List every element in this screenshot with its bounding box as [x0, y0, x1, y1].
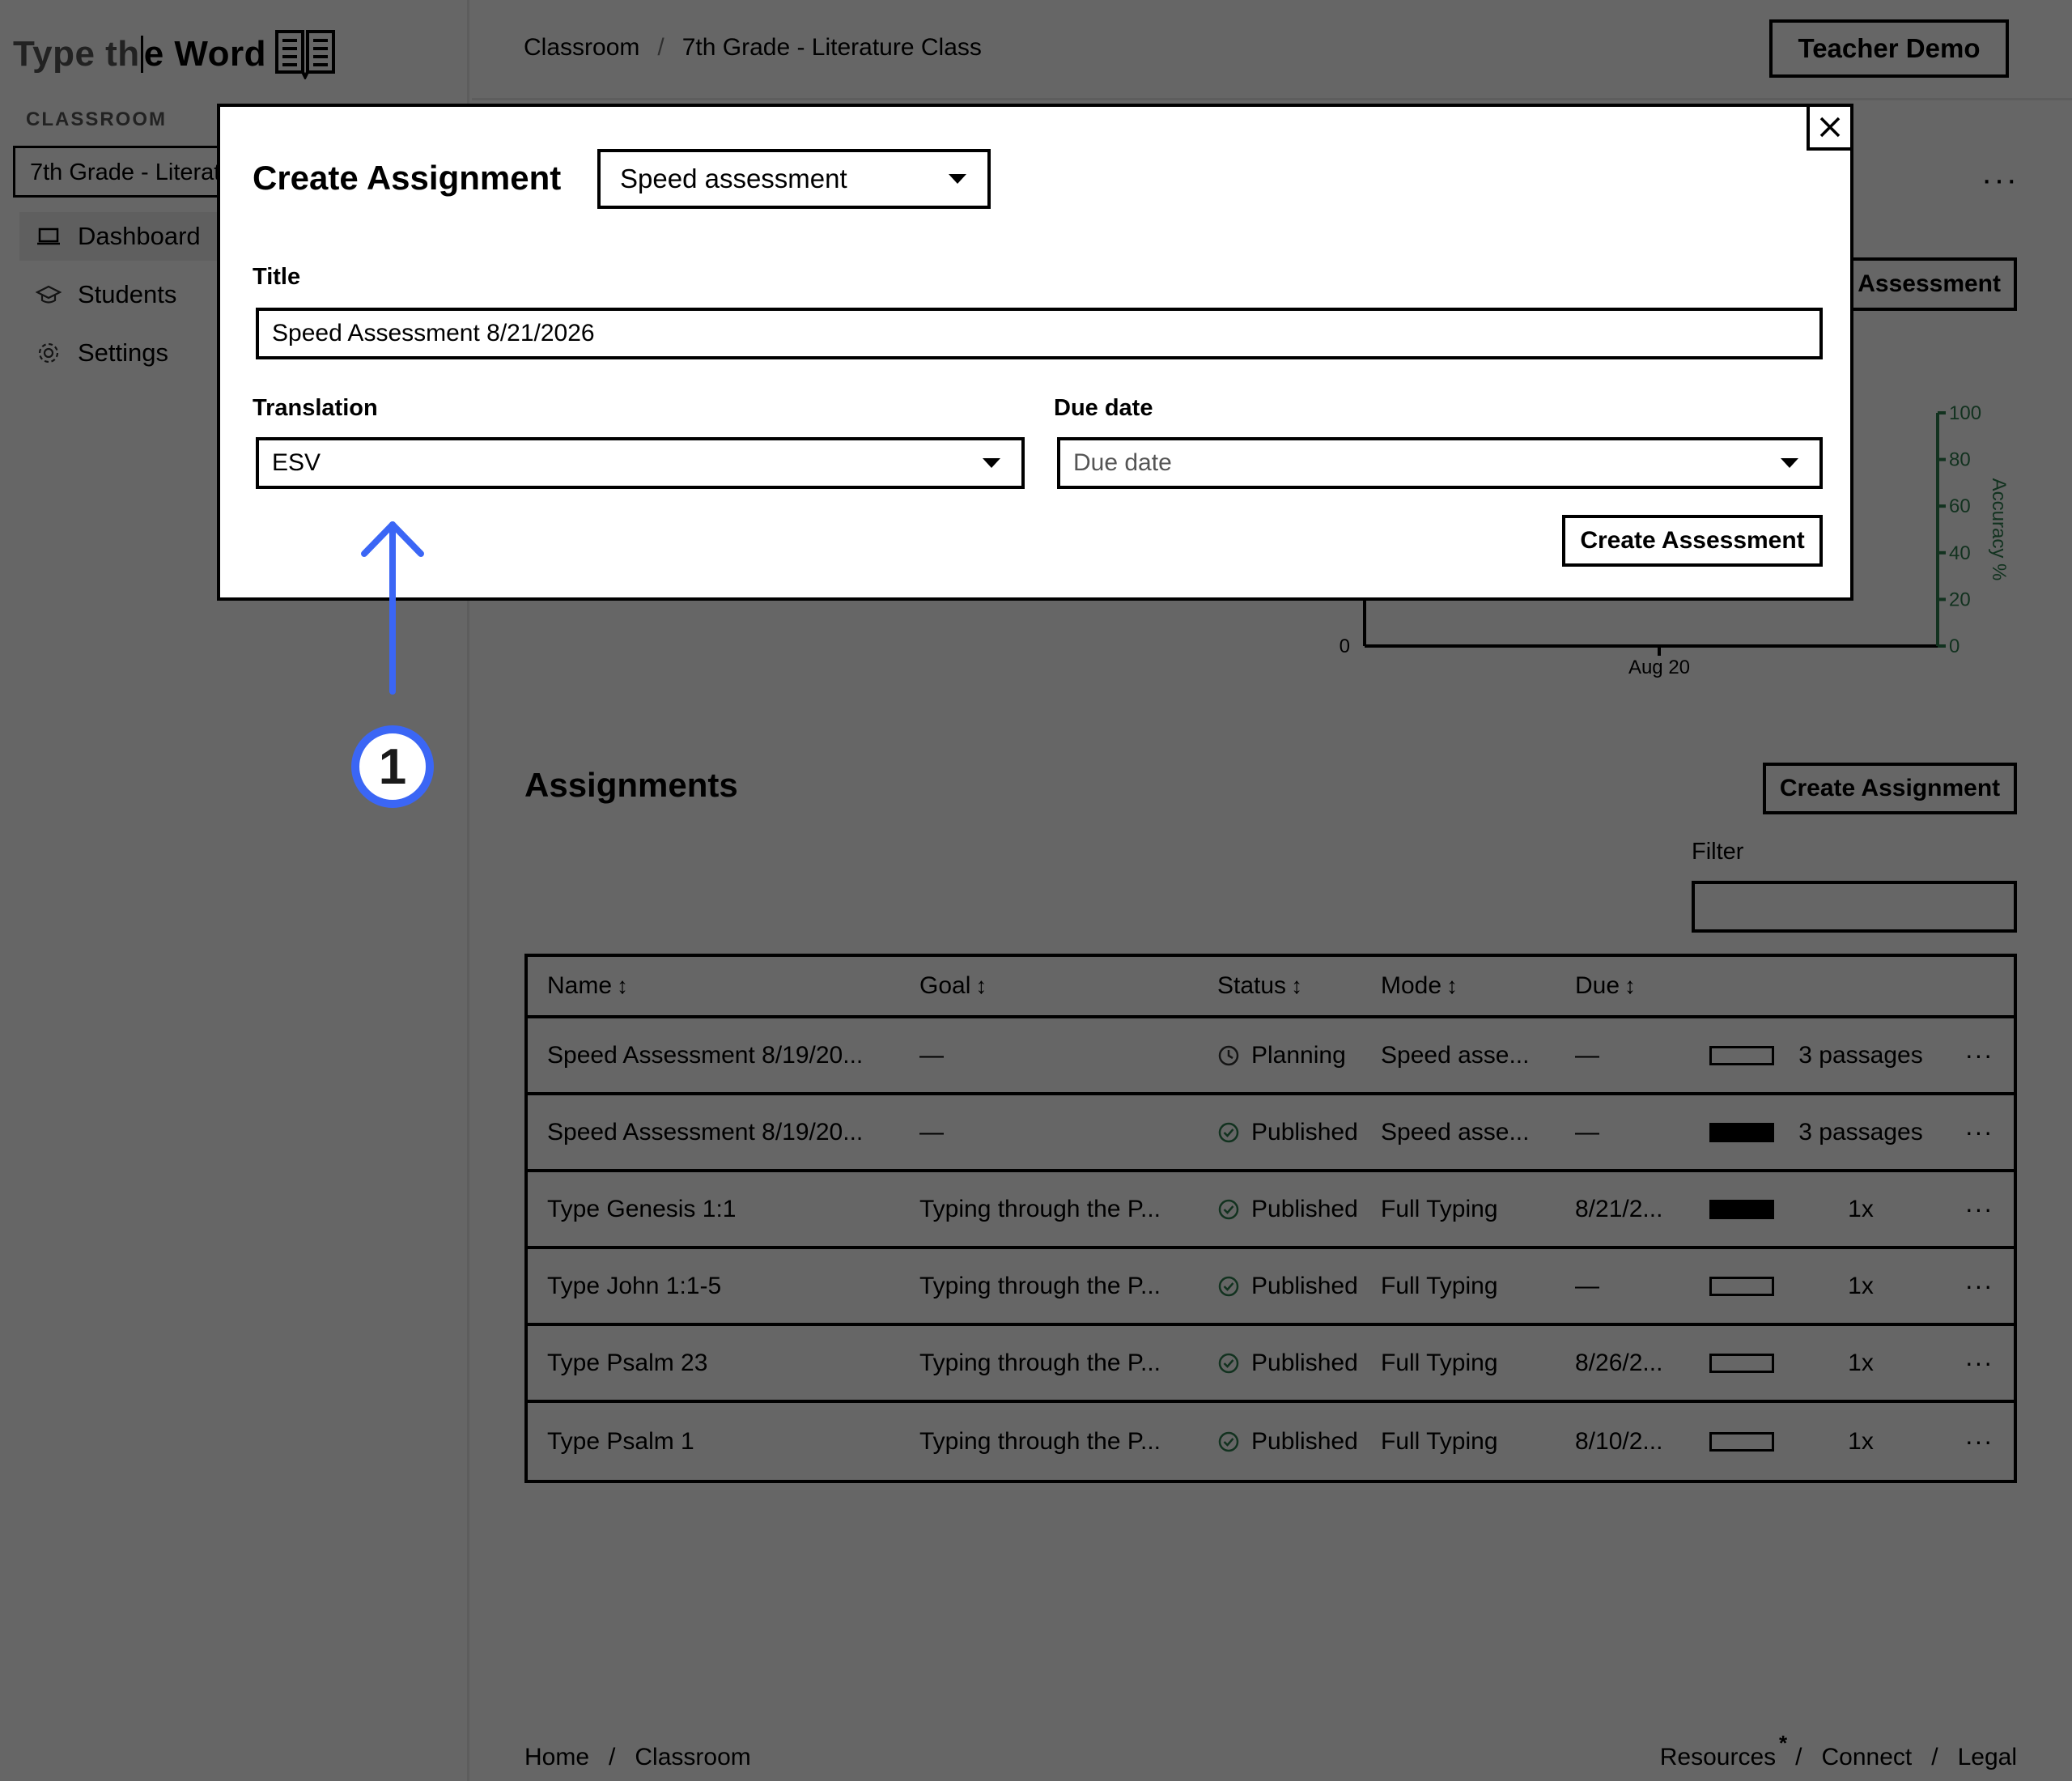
title-label: Title	[253, 264, 301, 290]
modal-title: Create Assignment	[253, 159, 562, 197]
annotation-step-badge: 1	[351, 725, 434, 808]
assignment-type-select[interactable]	[597, 149, 991, 209]
close-modal-button[interactable]	[1807, 104, 1853, 151]
annotation-arrow-icon	[356, 518, 429, 696]
assignment-type-value: Speed assessment	[620, 164, 847, 193]
create-assessment-button[interactable]: Create Assessment	[1562, 515, 1823, 567]
title-input[interactable]: Speed Assessment 8/21/2026	[256, 308, 1823, 359]
translation-select[interactable]	[256, 437, 1025, 489]
due-date-placeholder: Due date	[1073, 449, 1172, 476]
chevron-down-icon	[949, 174, 966, 184]
due-date-select[interactable]	[1057, 437, 1823, 489]
create-assignment-modal	[217, 104, 1853, 601]
close-icon	[1818, 115, 1842, 139]
translation-label: Translation	[253, 395, 378, 421]
chevron-down-icon	[983, 458, 1000, 468]
chevron-down-icon	[1781, 458, 1798, 468]
translation-value: ESV	[272, 449, 321, 476]
due-date-label: Due date	[1054, 395, 1153, 421]
